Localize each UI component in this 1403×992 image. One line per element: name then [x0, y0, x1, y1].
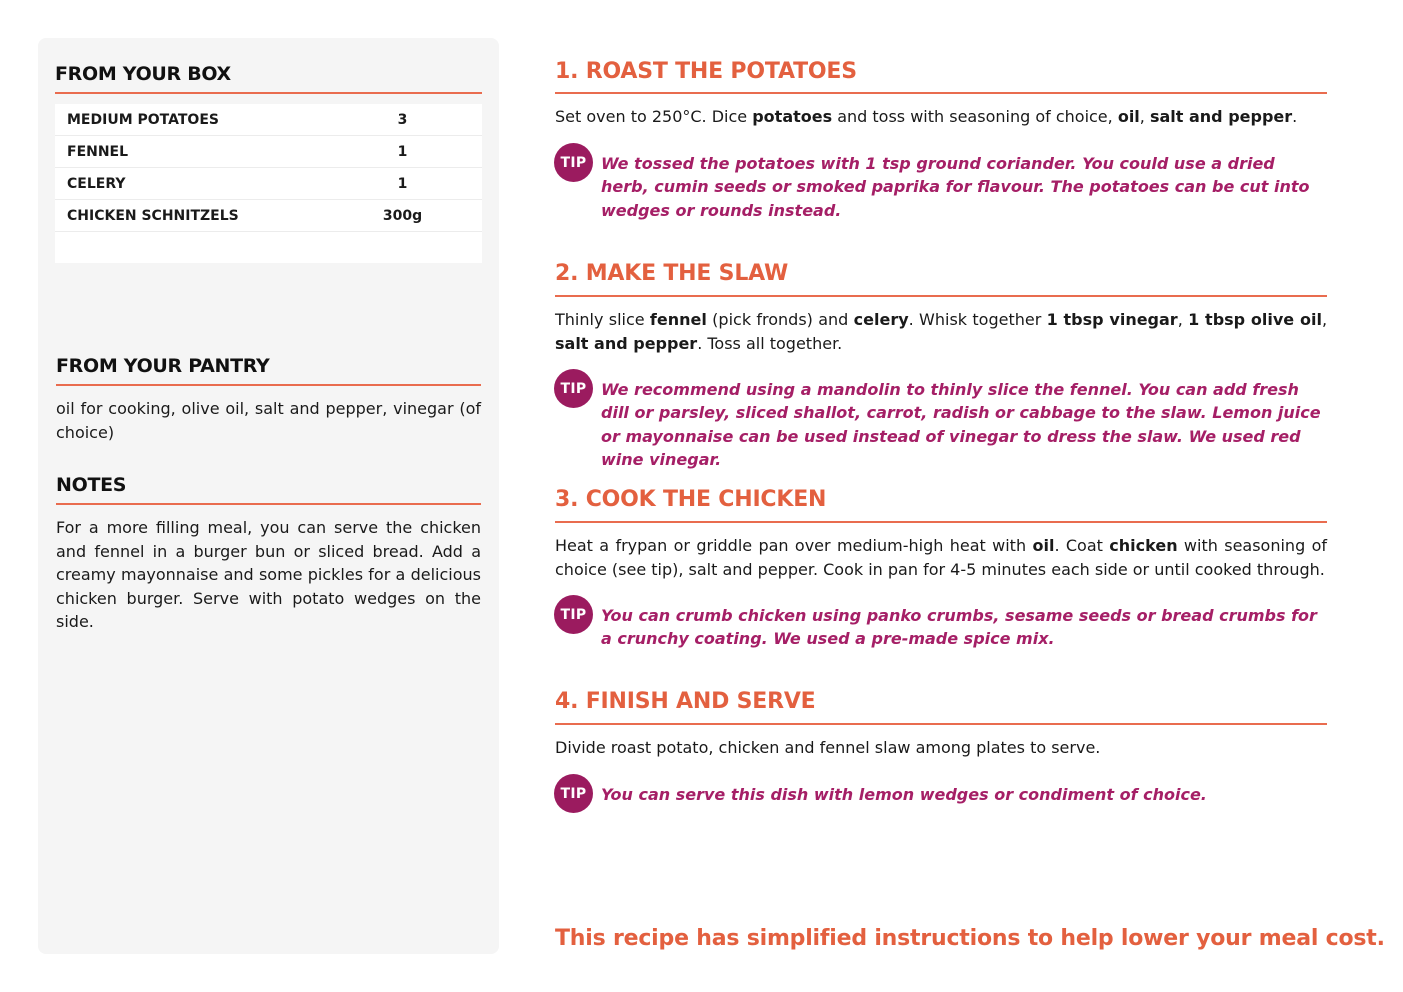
step-text-run: .: [1292, 107, 1298, 126]
ingredient-name: FENNEL: [67, 143, 129, 160]
step-text-run: Set oven to 250°C. Dice: [555, 107, 753, 126]
step-1-text: [555, 105, 1327, 129]
step-text-run: . Toss all together.: [697, 333, 843, 353]
step-text-run: Heat a frypan or griddle pan over medium-high heat with: [555, 536, 1033, 555]
ingredient-qty: 1: [397, 143, 408, 160]
step-text-run: ,: [1177, 310, 1189, 329]
step-text-run: with seasoning of choice (see tip), salt and pepper. Cook in pan for 4-5 minutes each side or until cooked through.: [555, 536, 1328, 579]
ingredient-qty: 3: [397, 111, 408, 128]
ingredient-highlight: oil: [1032, 536, 1055, 555]
ingredient-highlight: oil: [1117, 107, 1140, 126]
step-4-tip: You can serve this dish with lemon wedges or condiment of choice.: [601, 785, 1207, 804]
pantry-title: FROM YOUR PANTRY: [56, 355, 270, 377]
ingredient-name: CELERY: [67, 175, 126, 192]
pantry-text: oil for cooking, olive oil, salt and pepper, vinegar (of choice): [56, 399, 481, 442]
step-4-rule: [555, 723, 1327, 725]
notes-title: NOTES: [56, 474, 127, 496]
step-3-title: 3. COOK THE CHICKEN: [555, 487, 827, 512]
tip-badge: TIP: [554, 774, 593, 813]
tip-badge: TIP: [554, 595, 593, 634]
notes-text: For a more filling meal, you can serve the chicken and fennel in a burger bun or sliced bread. Add a creamy mayonnaise and some pickles for a delicious chicken burger. Serve with potato wedges on the side.: [56, 518, 481, 631]
pantry-title-rule: [56, 384, 481, 386]
step-3-tip: You can crumb chicken using panko crumbs, sesame seeds or bread crumbs for a crunchy coating. We used a pre-made spice mix.: [601, 606, 1317, 649]
step-1-title: 1. ROAST THE POTATOES: [555, 59, 857, 84]
step-text-run: Thinly slice: [555, 310, 650, 329]
step-text-run: ,: [1321, 310, 1328, 329]
box-title: FROM YOUR BOX: [55, 63, 231, 85]
ingredient-highlight: potatoes: [752, 107, 833, 126]
step-2-title: 2. MAKE THE SLAW: [555, 261, 789, 286]
step-text-run: and toss with seasoning of choice,: [832, 107, 1118, 126]
ingredient-highlight: chicken: [1109, 536, 1178, 555]
ingredient-highlight: 1 tbsp olive oil: [1188, 310, 1322, 329]
table-row: [55, 168, 482, 200]
step-2-tip: We recommend using a mandolin to thinly slice the fennel. You can add fresh dill or parsley, sliced shallot, carrot, radish or cabbage to the slaw. Lemon juice or mayonnaise can be used instead of vinegar to dress the slaw. We used red wine vinegar.: [601, 380, 1321, 469]
box-title-rule: [55, 92, 482, 94]
ingredient-name: CHICKEN SCHNITZELS: [67, 207, 239, 224]
ingredient-highlight: fennel: [649, 310, 707, 329]
step-text-run: . Coat: [1054, 536, 1110, 555]
ingredient-qty: 1: [397, 175, 408, 192]
step-4-text: [555, 736, 1327, 760]
ingredient-highlight: salt and pepper: [1149, 107, 1293, 126]
table-row: [55, 200, 482, 232]
step-3-rule: [555, 521, 1327, 523]
step-text-run: Divide roast potato, chicken and fennel slaw among plates to serve.: [555, 738, 1101, 757]
step-1-tip: We tossed the potatoes with 1 tsp ground coriander. You could use a dried herb, cumin seeds or smoked paprika for flavour. The potatoes can be cut into wedges or rounds instead.: [601, 154, 1310, 220]
step-4-title: 4. FINISH AND SERVE: [555, 689, 816, 714]
ingredient-highlight: celery: [853, 310, 909, 329]
step-2-rule: [555, 295, 1327, 297]
ingredient-highlight: 1 tbsp vinegar: [1046, 310, 1178, 329]
box-ingredients-table: [55, 104, 482, 263]
step-text-run: (pick fronds) and: [706, 310, 854, 329]
ingredient-highlight: salt and pepper: [555, 333, 698, 353]
step-2-text: [555, 308, 1327, 355]
table-row: [55, 136, 482, 168]
table-row: [55, 104, 482, 136]
ingredient-name: MEDIUM POTATOES: [67, 111, 219, 128]
step-1-rule: [555, 92, 1327, 94]
footer-note: This recipe has simplified instructions to help lower your meal cost.: [555, 926, 1385, 951]
tip-badge: TIP: [554, 369, 593, 408]
ingredient-qty: 300g: [382, 207, 423, 224]
step-text-run: . Whisk together: [908, 310, 1047, 329]
step-3-text: [555, 534, 1327, 581]
step-text-run: ,: [1139, 107, 1150, 126]
tip-badge: TIP: [554, 143, 593, 182]
notes-title-rule: [56, 503, 481, 505]
